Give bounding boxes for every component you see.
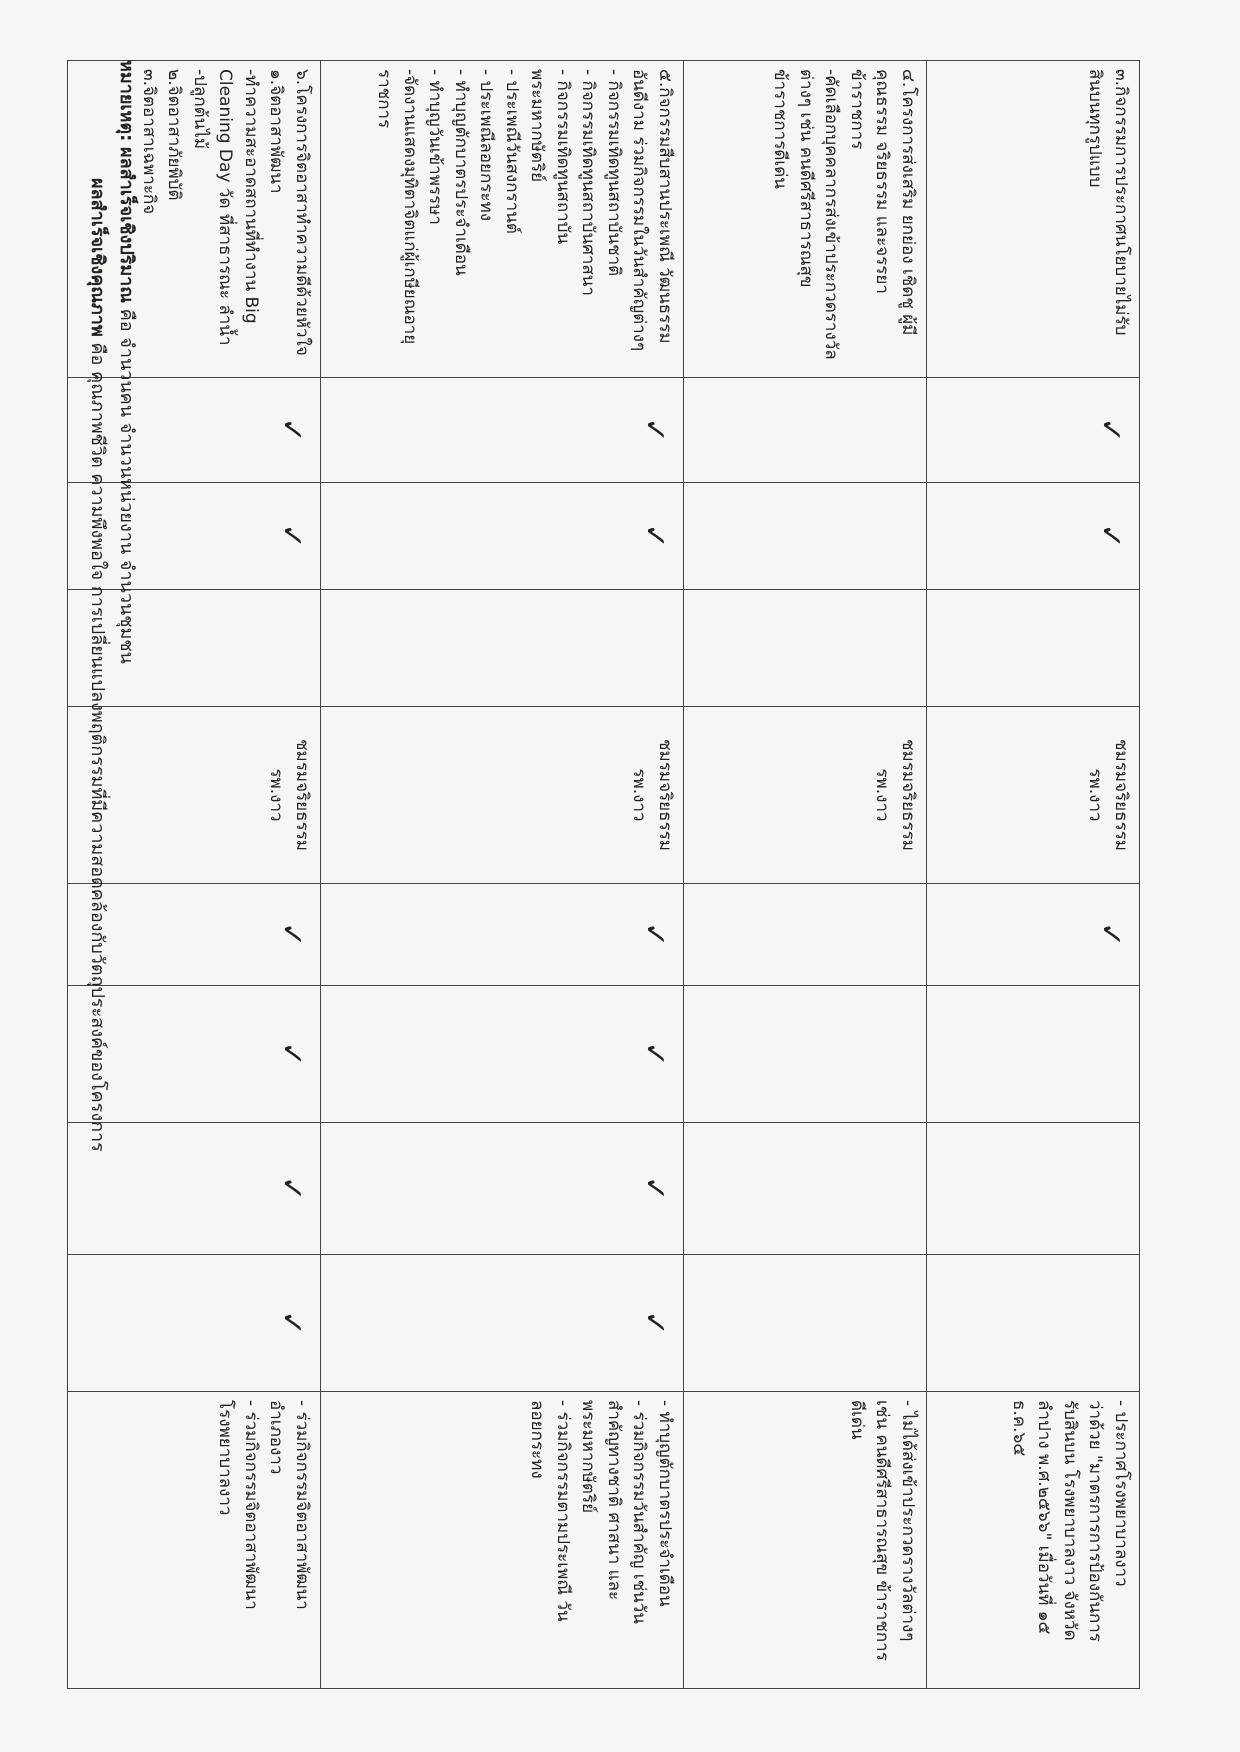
result-cell-line: ลอยกระทง: [527, 1400, 548, 1479]
agency-cell: [927, 707, 1140, 884]
checkmark-icon: ✓: [274, 1175, 309, 1202]
activity-cell-line: - ทำบุญวันเข้าพรรษา: [425, 69, 446, 225]
activity-table-body: [68, 61, 1140, 1689]
checkmark-icon: ✓: [637, 417, 672, 443]
result-cell-line: ดีเด่น: [847, 1400, 867, 1440]
agency-cell-line: รพ.งาว: [872, 768, 893, 822]
checkmark-icon: ✓: [1093, 921, 1128, 948]
result-cell-line: โรงพยาบาลงาว: [215, 1400, 236, 1516]
activity-cell-line: - กิจกรรมเทิดทูนสถาบันศาสนา: [578, 69, 599, 296]
qualitative-label: ผลสำเร็จเชิงคุณภาพ: [87, 178, 109, 337]
activity-cell-line: - ประเพณีลอยกระทง: [476, 69, 497, 222]
check-cell-c7: [321, 1255, 684, 1392]
check-cell-c4: [927, 884, 1140, 986]
result-cell: [321, 1392, 684, 1689]
check-cell-c5: [321, 986, 684, 1123]
result-cell: [927, 1392, 1140, 1689]
activity-cell-line: ๑.จิตอาสาพัฒนา: [266, 69, 287, 194]
checkmark-icon: ✓: [274, 1310, 309, 1336]
check-cell-c5: [927, 986, 1140, 1123]
activity-cell-line: ๒.จิตอาสาภัยพิบัติ: [164, 69, 185, 201]
checkmark-icon: ✓: [637, 1041, 672, 1067]
check-cell-c5: [684, 986, 927, 1123]
check-cell-c6: [321, 1123, 684, 1255]
result-cell-line: ธ.ค.๖๕: [1009, 1400, 1029, 1457]
qualitative-text: คือ คุณภาพชีวิต ความพึงพอใจ การเปลี่ยนแปลงพฤติกรรมที่มีความสอดคล้องกับวัตถุประสงค์ของโครงการ: [87, 342, 109, 1152]
check-cell-c2: [927, 483, 1140, 590]
activity-cell-line: ราชการ: [374, 69, 395, 129]
check-cell-c2: [684, 483, 927, 590]
checkmark-icon: ✓: [274, 921, 309, 948]
result-cell-line: - ร่วมกิจกรรมจิตอาสาพัฒนา: [292, 1400, 312, 1610]
activity-cell-line: -ทำความสะอาดสถานที่ทำงาน Big: [241, 69, 261, 324]
check-cell-c6: [927, 1123, 1140, 1255]
result-cell-line: - ร่วมกิจกรรมจิตอาสาพัฒนา: [241, 1400, 261, 1610]
result-cell-line: ลำปาง พ.ศ.๒๕๖๖" เมื่อวันที่ ๑๕: [1034, 1400, 1055, 1635]
checkmark-icon: ✓: [637, 1175, 672, 1202]
activity-cell-line: -คัดเลือกบุคคลากรส่งเข้าประกวดรางวัล: [821, 69, 842, 360]
agency-cell-line: ชมรมจริยธรรม: [898, 739, 918, 851]
activity-cell-line: - ประเพณีวันสงกรานต์: [502, 69, 522, 234]
result-cell-line: สำคัญทางชาติ ศาสนา และ: [604, 1400, 624, 1601]
agency-cell-line: รพ.งาว: [629, 768, 650, 822]
result-cell-line: เช่น คนดีศรีสาธารณสุข ข้าราชการ: [872, 1400, 893, 1661]
activity-cell-line: คุณธรรม จริยธรรม และจรรยา: [872, 69, 893, 294]
notes-qualitative: [82, 60, 111, 1520]
activity-cell-line: ๖.โครงการจิตอาสาทำความดีด้วยหัวใจ: [292, 69, 312, 356]
activity-cell-line: - กิจกรรมเทิดทูนสถาบันชาติ: [604, 69, 624, 277]
agency-cell: [321, 707, 684, 884]
result-cell-line: - ไม่ได้ส่งเข้าประกวดรางวัลต่างๆ: [898, 1400, 918, 1642]
activity-cell-line: Cleaning Day วัด ที่สาธารณะ ลำน้ำ: [215, 69, 236, 346]
check-cell-c4: [684, 884, 927, 986]
agency-cell-line: รพ.งาว: [266, 768, 287, 822]
activity-table: [67, 60, 1140, 1689]
activity-cell-line: ต่างๆ เช่น คนดีศรีสาธารณสุข: [796, 69, 816, 288]
check-cell-c1: [927, 378, 1140, 483]
rotated-sheet: [80, 60, 1140, 1710]
checkmark-icon: ✓: [1093, 523, 1128, 549]
result-cell-line: - ทำบุญตักบาตรประจำเดือน: [655, 1400, 675, 1607]
result-cell-line: อำเภองาว: [266, 1400, 287, 1475]
agency-cell: [684, 707, 927, 884]
checkmark-icon: ✓: [637, 921, 672, 948]
activity-cell-line: อันดีงาม ร่วมกิจกรรมในวันสำคัญต่างๆ: [629, 69, 650, 352]
agency-cell-line: รพ.งาว: [1085, 768, 1106, 822]
result-cell-line: - ร่วมกิจกรรมวันสำคัญ เช่นวัน: [629, 1400, 650, 1624]
check-cell-c7: [684, 1255, 927, 1392]
checkmark-icon: ✓: [637, 523, 672, 549]
checkmark-icon: ✓: [637, 1310, 672, 1336]
table-row: [927, 61, 1140, 1689]
check-cell-c3: [927, 590, 1140, 707]
activity-cell-line: ๔.โครงการส่งเสริม ยกย่อง เชิดชู ผู้มี: [898, 69, 918, 336]
agency-cell-line: ชมรมจริยธรรม: [292, 739, 312, 851]
result-cell-line: - ประกาศโรงพยาบาลงาว: [1111, 1400, 1131, 1587]
check-cell-c6: [684, 1123, 927, 1255]
check-cell-c7: [927, 1255, 1140, 1392]
activity-cell-line: -จัดงานแสดงมุทิตาจิตแก่ผู้เกษียณอายุ: [400, 69, 420, 345]
checkmark-icon: ✓: [1093, 417, 1128, 443]
notes-section: [82, 60, 140, 1520]
agency-cell-line: ชมรมจริยธรรม: [655, 739, 675, 851]
result-cell-line: พระมหากษัตริย์: [578, 1400, 599, 1514]
activity-cell: [684, 61, 927, 378]
result-cell-line: - ร่วมกิจกรรมตามประเพณี วัน: [553, 1400, 573, 1622]
activity-cell-line: ๓.กิจกรรมการประกาศนโยบายไม่รับ: [1111, 69, 1131, 336]
activity-cell: [321, 61, 684, 378]
check-cell-c2: [321, 483, 684, 590]
quantitative-text: คือ จำนวนคน จำนวนหน่วยงาน จำนวนชุมชน: [116, 308, 137, 664]
check-cell-c3: [684, 590, 927, 707]
activity-cell-line: สินบนทุกรูปแบบ: [1085, 69, 1106, 188]
activity-cell-line: -ปลูกต้นไม้: [190, 69, 210, 150]
check-cell-c4: [321, 884, 684, 986]
activity-cell-line: พระมหากษัตริย์: [527, 69, 548, 183]
activity-cell-line: ข้าราชการดีเด่น: [770, 69, 791, 189]
notes-quantitative: [111, 60, 140, 1520]
activity-cell-line: - ทำบุญตักบาตรประจำเดือน: [451, 69, 471, 276]
result-cell: [684, 1392, 927, 1689]
notes-label: หมายเหตุ:: [116, 60, 137, 142]
activity-cell-line: ข้าราชการ: [847, 69, 867, 150]
quantitative-label: ผลสำเร็จเชิงปริมาณ: [116, 147, 137, 303]
table-row: [684, 61, 927, 1689]
check-cell-c1: [684, 378, 927, 483]
activity-cell-line: ๕.กิจกรรมสืบสานประเพณี วัฒนธรรม: [655, 69, 675, 344]
result-cell-line: รับสินบน โรงพยาบาลงาว จังหวัด: [1060, 1400, 1080, 1641]
activity-cell-line: ๓.จิตอาสาเฉพาะกิจ: [139, 69, 159, 215]
check-cell-c1: [321, 378, 684, 483]
checkmark-icon: ✓: [274, 1041, 309, 1067]
checkmark-icon: ✓: [274, 523, 309, 549]
result-cell-line: ว่าด้วย "มาตรการการป้องกันการ: [1085, 1400, 1106, 1642]
activity-cell: [927, 61, 1140, 378]
agency-cell-line: ชมรมจริยธรรม: [1111, 739, 1131, 851]
table-row: [321, 61, 684, 1689]
activity-cell-line: - กิจกรรมเทิดทูนสถาบัน: [553, 69, 573, 245]
check-cell-c3: [321, 590, 684, 707]
checkmark-icon: ✓: [274, 417, 309, 443]
